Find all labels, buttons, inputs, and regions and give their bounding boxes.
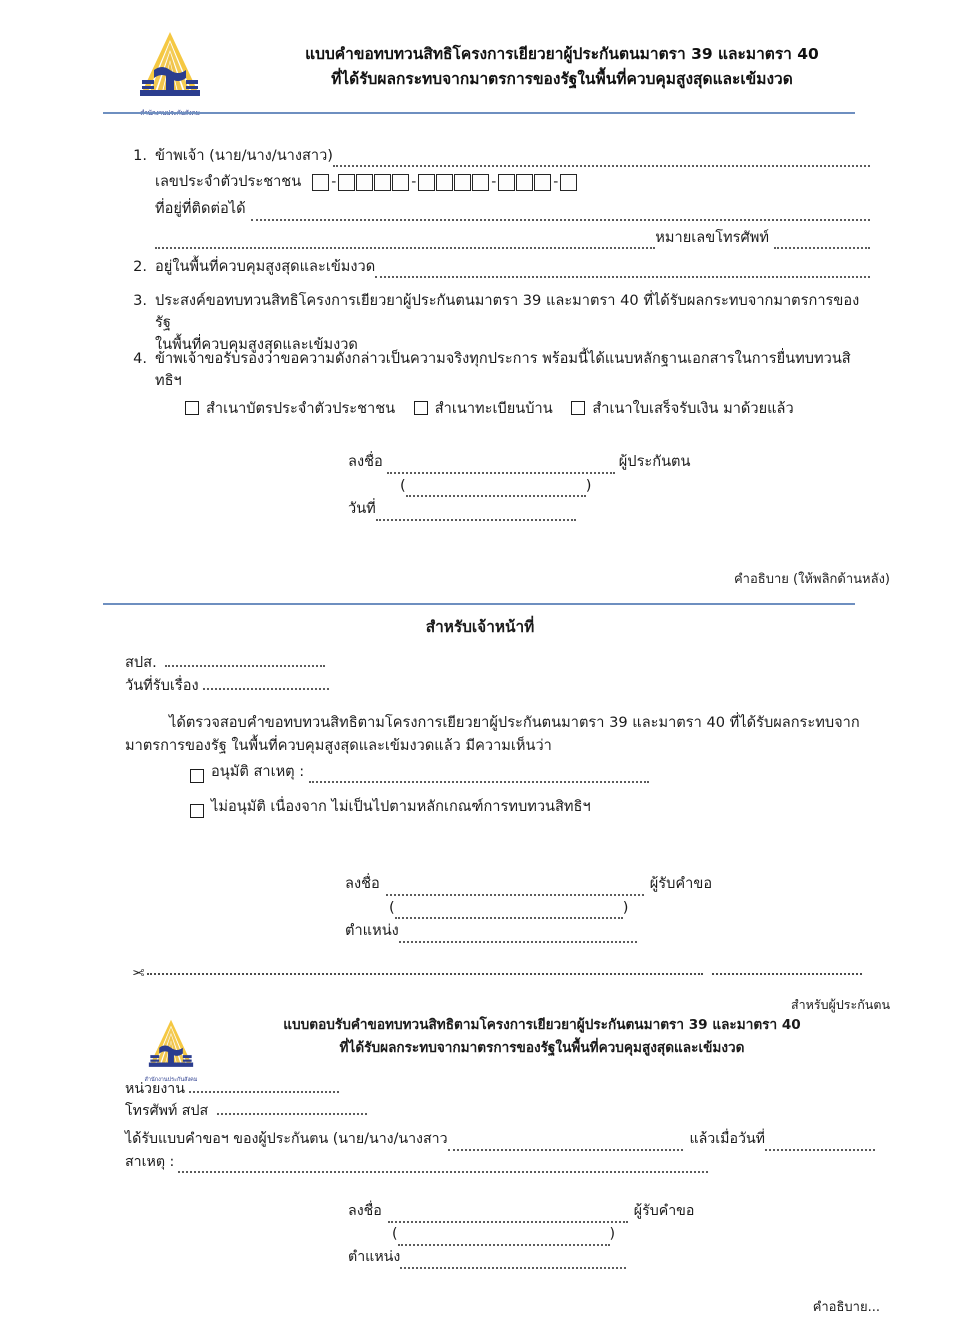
social-security-office-logo-receipt [140,1018,202,1076]
receipt-phone-row [125,1100,367,1122]
area-label: อยู่ในพื้นที่ควบคุมสูงสุดและเข้มงวด [155,258,376,275]
id-digit-box[interactable] [374,174,391,191]
official-signature-block [345,872,712,943]
receipt-phone-input[interactable] [217,1103,367,1115]
cut-line-dots-right [712,972,862,975]
applicant-date-input[interactable] [376,508,576,521]
sso-field-row [125,652,329,675]
applicant-name-row [155,145,870,167]
sign-label: ลงชื่อ [345,875,380,892]
receipt-position-input[interactable] [400,1257,626,1269]
document-title-line1: แบบคำขอทบทวนสิทธิโครงการเยียวยาผู้ประกันตนมาตรา 39 และมาตรา 40 [305,45,819,63]
address-row [155,198,870,220]
receipt-position-row [348,1246,694,1269]
received-date-row [125,675,329,698]
position-label: ตำแหน่ง [345,922,399,940]
official-paragraph [125,712,875,757]
receipt-reason-row [125,1151,875,1174]
official-section-heading: สำหรับเจ้าหน้าที่ [425,618,535,636]
form-item-2 [125,256,870,278]
item-4-text: ข้าพเจ้าขอรับรองว่าขอความดังกล่าวเป็นความจริงทุกประการ พร้อมนี้ได้แนบหลักฐานเอกสารในการยื่นทบทวนสิทธิฯ [155,350,851,390]
id-digit-box[interactable] [392,174,409,191]
address-input-continued[interactable] [155,236,655,249]
decision-option-approve[interactable] [190,760,880,783]
applicant-sign-row [348,450,691,474]
reason-input[interactable] [178,1161,708,1173]
receipt-title-line2: ที่ได้รับผลกระทบจากมาตรการของรัฐในพื้นที่ควบคุมสูงสุดและเข้มงวด [339,1039,745,1056]
sign-role: ผู้ประกันตน [618,453,691,470]
decision-approve-reason-input[interactable] [309,771,649,784]
applicant-signature-input[interactable] [387,461,615,474]
paren-close: ) [622,898,629,916]
phone-input[interactable] [774,236,870,249]
official-name-paren-row [389,896,712,920]
official-paragraph-line2: มาตรการของรัฐ ในพื้นที่ควบคุมสูงสุดและเข้มงวดแล้ว มีความเห็นว่า [125,736,552,754]
received-applicant-name-input[interactable] [448,1139,684,1151]
id-digit-box[interactable] [534,174,551,191]
received-date-input-receipt[interactable] [765,1139,875,1151]
received-prefix-label: ได้รับแบบคำขอฯ ของผู้ประกันตน (นาย/นาง/นางสาว [125,1131,448,1147]
logo-caption-receipt: สำนักงานประกันสังคม [144,1077,198,1083]
official-decision-group [190,760,880,818]
id-digit-box[interactable] [560,174,577,191]
sign-role: ผู้รับคำขอ [633,1203,695,1219]
area-row [155,256,870,278]
phone-row [155,227,870,249]
receipt-signature-block [348,1200,694,1269]
official-sign-row [345,872,712,896]
form-item-1 [125,145,870,249]
checkbox-option-receipt[interactable] [571,400,793,417]
receipt-title-line1: แบบตอบรับคำขอทบทวนสิทธิตามโครงการเยียวยาผู้ประกันตนมาตรา 39 และมาตรา 40 [283,1017,801,1033]
explanation-note: คำอธิบาย (ให้พลิกด้านหลัง) [733,572,890,587]
decision-approve-label: อนุมัติ สาเหตุ : [211,763,305,780]
id-separator: - [553,173,559,190]
date-label: วันที่ [348,500,376,518]
position-label: ตำแหน่ง [348,1249,401,1265]
scissors-icon: ✂ [132,964,145,982]
form-item-3 [125,290,875,357]
document-header [0,24,960,108]
item-3-number: 3. [133,292,147,309]
official-intake-fields [125,652,329,697]
id-digit-box[interactable] [436,174,453,191]
social-security-office-logo [128,30,212,108]
applicant-signature-block [348,450,691,521]
checkbox-icon[interactable] [571,401,585,415]
item-1-number: 1. [133,147,147,164]
id-digit-box[interactable] [498,174,515,191]
applicant-printed-name-input[interactable] [406,485,586,498]
checkbox-icon[interactable] [190,769,204,783]
form-item-4 [125,348,875,421]
receipt-received-fields [125,1128,875,1173]
address-label: ที่อยู่ที่ติดต่อได้ [155,200,246,218]
checkbox-label: สำเนาบัตรประจำตัวประชาชน [206,400,396,418]
receipt-agency-fields [125,1078,367,1122]
id-digit-box[interactable] [418,174,435,191]
receipt-sign-row [348,1200,694,1223]
national-id-label: เลขประจำตัวประชาชน [155,173,302,191]
checkbox-option-id-card[interactable] [185,400,400,417]
applicant-name-label: ข้าพเจ้า (นาย/นาง/นางสาว) [155,147,333,164]
checkbox-label: สำเนาทะเบียนบ้าน [434,400,553,418]
received-date-label: วันที่รับเรื่อง [125,676,199,694]
paren-close: ) [585,476,592,494]
checkbox-icon[interactable] [414,401,428,415]
cut-line [132,966,862,981]
receipt-footer-note: คำอธิบาย... [812,1300,880,1315]
national-id-boxes[interactable] [312,172,578,193]
sign-role: ผู้รับคำขอ [649,875,713,892]
section-divider [103,603,855,605]
receipt-printed-name-input[interactable] [398,1234,610,1246]
checkbox-option-house-registration[interactable] [414,400,558,417]
paren-close: ) [609,1226,616,1242]
reason-label: สาเหตุ : [125,1153,175,1170]
id-separator: - [411,173,417,190]
received-date-input[interactable] [203,677,329,690]
official-paragraph-line1: ได้ตรวจสอบคำขอทบทวนสิทธิตามโครงการเยียวยาผู้ประกันตนมาตรา 39 และมาตรา 40 ที่ได้รับผลกระทบจาก [169,714,860,731]
applicant-date-row [348,497,691,521]
document-title-line2: ที่ได้รับผลกระทบจากมาตรการของรัฐในพื้นที่ควบคุมสูงสุดและเข้มงวด [331,70,793,89]
for-insured-label: สำหรับผู้ประกันตน [791,997,890,1012]
national-id-row [155,171,870,193]
checkbox-icon[interactable] [185,401,199,415]
id-separator: - [331,173,337,190]
decision-option-reject[interactable] [190,795,880,818]
received-suffix-label: แล้วเมื่อวันที่ [689,1131,765,1147]
id-separator: - [491,173,497,190]
item-4-number: 4. [133,350,147,367]
item-3-line2: ในพื้นที่ควบคุมสูงสุดและเข้มงวด [155,336,358,354]
sign-label: ลงชื่อ [348,453,383,470]
agency-input[interactable] [189,1081,339,1093]
id-digit-box[interactable] [312,174,329,191]
id-digit-box[interactable] [454,174,471,191]
paren-open: ( [392,1226,398,1242]
decision-reject-label: ไม่อนุมัติ เนื่องจาก ไม่เป็นไปตามหลักเกณฑ์การทบทวนสิทธิฯ [211,798,591,815]
paren-open: ( [389,898,395,916]
paren-open: ( [400,476,406,494]
attachment-checkbox-group [185,398,875,420]
area-input[interactable] [375,266,870,279]
address-input[interactable] [251,208,870,221]
receipt-title [232,1014,852,1060]
applicant-name-input[interactable] [333,155,870,168]
receipt-name-paren-row [392,1223,694,1246]
receipt-phone-label: โทรศัพท์ สปส [125,1103,209,1119]
official-position-row [345,919,712,943]
agency-row [125,1078,367,1100]
agency-label: หน่วยงาน [125,1081,185,1097]
header-divider [103,112,855,114]
id-digit-box[interactable] [472,174,489,191]
checkbox-label: สำเนาใบเสร็จรับเงิน มาด้วยแล้ว [592,400,794,418]
sso-input[interactable] [165,655,325,668]
cut-line-dots-left [147,972,703,975]
checkbox-icon[interactable] [190,804,204,818]
document-title [232,42,892,92]
official-signature-input[interactable] [386,883,644,896]
receipt-received-row [125,1128,875,1151]
id-digit-box[interactable] [338,174,355,191]
official-position-input[interactable] [399,930,637,943]
item-3-line1: ประสงค์ขอทบทวนสิทธิโครงการเยียวยาผู้ประกันตนมาตรา 39 และมาตรา 40 ที่ได้รับผลกระทบจากมาตรการของรัฐ [155,292,860,332]
id-digit-box[interactable] [356,174,373,191]
receipt-signature-input[interactable] [388,1211,628,1223]
sign-label: ลงชื่อ [348,1203,382,1219]
phone-label: หมายเลขโทรศัพท์ [655,228,769,246]
item-2-number: 2. [133,258,147,275]
official-printed-name-input[interactable] [395,907,623,920]
id-digit-box[interactable] [516,174,533,191]
sso-label: สปส. [125,654,157,671]
applicant-name-paren-row [400,474,691,498]
